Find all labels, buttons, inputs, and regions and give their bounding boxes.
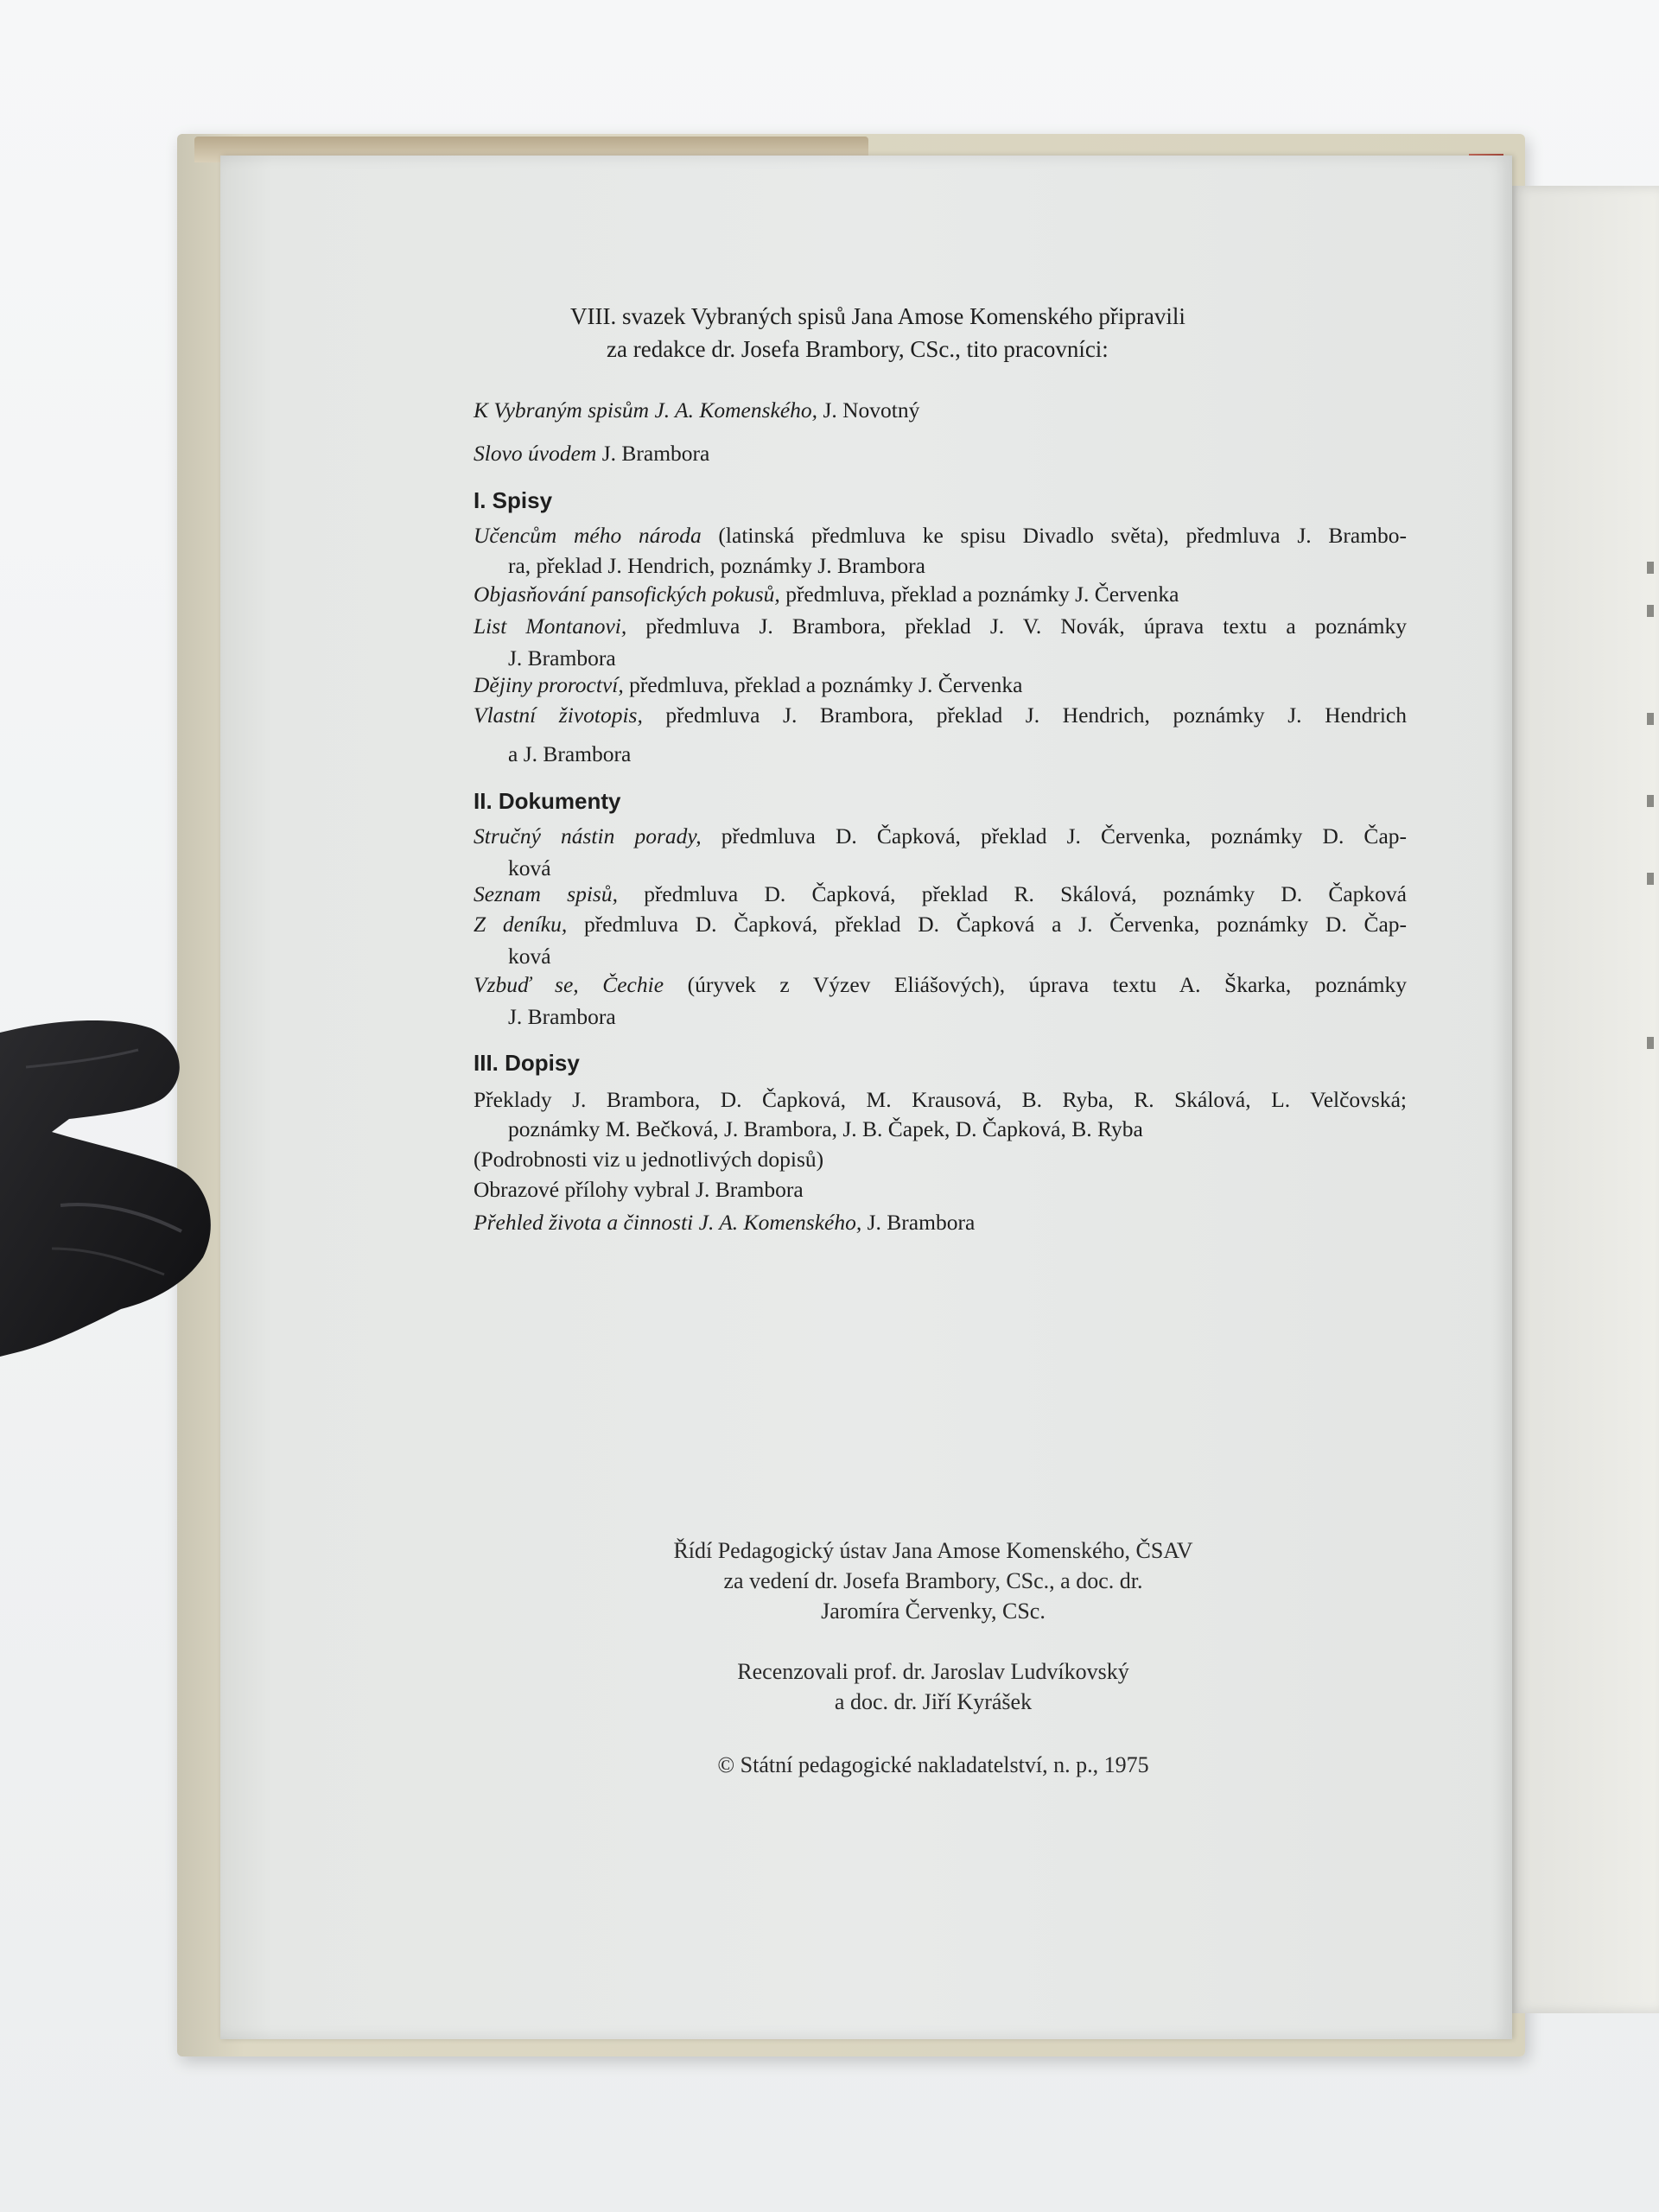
- section-heading-spisy: I. Spisy: [474, 487, 553, 513]
- intro-paragraph: [570, 300, 1185, 365]
- facing-page-text-fragment: [1647, 605, 1654, 617]
- dopisy-translators: Překlady J. Brambora, D. Čapková, M. Krausová, B. Ryba, R. Skálová, L. Velčovská;: [474, 1087, 1407, 1112]
- entry-credits: předmluva, překlad a poznámky J. Červenka: [779, 582, 1179, 607]
- facing-page-text-fragment: [1647, 1037, 1654, 1049]
- copyright-line: © Státní pedagogické nakladatelství, n. p., 1975: [717, 1752, 1149, 1777]
- entry-credits: J. Brambora: [861, 1210, 976, 1235]
- entry-title: List Montanovi,: [474, 613, 627, 639]
- entry-credits: předmluva, překlad a poznámky J. Červenka: [623, 672, 1023, 697]
- entry-credits: předmluva J. Brambora, překlad J. V. Novák, úprava textu a poznámky: [626, 613, 1407, 639]
- dokumenty-entry-3-cont: ková: [508, 944, 551, 969]
- facing-page-text-fragment: [1647, 795, 1654, 807]
- entry-title: Vzbuď se, Čechie: [474, 972, 664, 997]
- spisy-entry-5: [474, 702, 1407, 728]
- footer-line-3: Jaromíra Červenky, CSc.: [821, 1599, 1046, 1624]
- dokumenty-entry-2: [474, 881, 1407, 907]
- entry-credits: (úryvek z Výzev Eliášových), úprava textu A. Škarka, poznámky: [664, 972, 1407, 997]
- entry-title: Seznam spisů,: [474, 881, 618, 906]
- entry-credits: J. Novotný: [817, 397, 920, 423]
- intro-line-1: VIII. svazek Vybraných spisů Jana Amose Komenského připravili: [570, 303, 1185, 329]
- spisy-entry-4: [474, 672, 1022, 698]
- spisy-entry-5-cont: a J. Brambora: [508, 741, 632, 766]
- entry-credits: předmluva J. Brambora, překlad J. Hendrich, poznámky J. Hendrich: [642, 702, 1407, 728]
- spisy-entry-3-cont: J. Brambora: [508, 645, 616, 671]
- footer-line-1: Řídí Pedagogický ústav Jana Amose Komenského, ČSAV: [673, 1538, 1193, 1563]
- entry-title: Z deníku,: [474, 912, 568, 937]
- reviewers-line-1: Recenzovali prof. dr. Jaroslav Ludvíkovský: [737, 1659, 1129, 1684]
- facing-page: [1512, 186, 1659, 2013]
- reviewers-line-2: a doc. dr. Jiří Kyrášek: [834, 1689, 1033, 1714]
- dopisy-details: (Podrobnosti viz u jednotlivých dopisů): [474, 1147, 824, 1172]
- dokumenty-entry-4-cont: J. Brambora: [508, 1004, 616, 1029]
- front-entry-2: [474, 441, 709, 467]
- facing-page-text-fragment: [1647, 562, 1654, 574]
- dokumenty-entry-4: [474, 972, 1407, 998]
- footer-line-2: za vedení dr. Josefa Brambory, CSc., a doc. dr.: [723, 1568, 1143, 1593]
- section-heading-dopisy: III. Dopisy: [474, 1050, 580, 1076]
- facing-page-text-fragment: [1647, 873, 1654, 885]
- entry-credits: předmluva D. Čapková, překlad D. Čapková a J. Červenka, poznámky D. Čap-: [567, 912, 1408, 937]
- spisy-entry-3: [474, 613, 1407, 639]
- dokumenty-entry-3: [474, 912, 1407, 938]
- picture-credits: Obrazové přílohy vybral J. Brambora: [474, 1177, 804, 1202]
- front-entry-1: [474, 397, 919, 423]
- entry-credits: (latinská předmluva ke spisu Divadlo světa), předmluva J. Brambo-: [701, 523, 1407, 548]
- spisy-entry-1: [474, 523, 1407, 549]
- entry-credits: předmluva D. Čapková, překlad J. Červenka, poznámky D. Čap-: [701, 823, 1408, 849]
- entry-title: Objasňování pansofických pokusů,: [474, 582, 780, 607]
- entry-title: Učencům mého národa: [474, 523, 702, 548]
- intro-line-2: za redakce dr. Josefa Brambory, CSc., tito pracovníci:: [607, 336, 1109, 362]
- entry-title: Slovo úvodem: [474, 441, 597, 466]
- spisy-entry-1-cont: ra, překlad J. Hendrich, poznámky J. Brambora: [508, 553, 925, 578]
- dokumenty-entry-1: [474, 823, 1407, 849]
- facing-page-text-fragment: [1647, 713, 1654, 725]
- gloved-hand: [0, 1015, 311, 1482]
- entry-title: K Vybraným spisům J. A. Komenského,: [474, 397, 818, 423]
- entry-credits: předmluva D. Čapková, překlad R. Skálová, poznámky D. Čapková: [617, 881, 1407, 906]
- entry-credits: J. Brambora: [596, 441, 710, 466]
- entry-title: Stručný nástin porady,: [474, 823, 702, 849]
- entry-title: Vlastní životopis,: [474, 702, 643, 728]
- section-heading-dokumenty: II. Dokumenty: [474, 788, 621, 814]
- dokumenty-entry-1-cont: ková: [508, 855, 551, 880]
- entry-title: Dějiny proroctví,: [474, 672, 624, 697]
- dopisy-notes: poznámky M. Bečková, J. Brambora, J. B. Čapek, D. Čapková, B. Ryba: [508, 1116, 1143, 1141]
- spisy-entry-2: [474, 582, 1179, 607]
- overview-entry: [474, 1210, 975, 1236]
- entry-title: Přehled života a činnosti J. A. Komenského,: [474, 1210, 862, 1235]
